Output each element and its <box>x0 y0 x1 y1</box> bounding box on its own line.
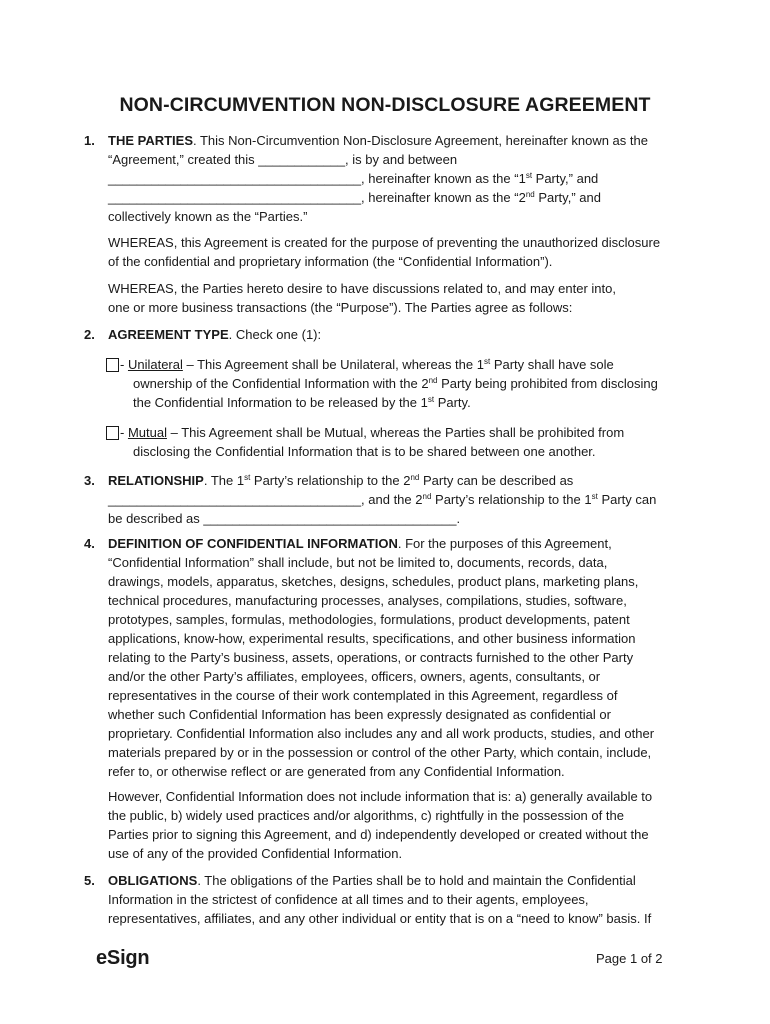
section-heading: THE PARTIES <box>108 133 193 148</box>
section-number: 2. <box>84 327 95 342</box>
section-heading: AGREEMENT TYPE <box>108 327 229 342</box>
section-number: 3. <box>84 473 95 488</box>
section-definition: 4. DEFINITION OF CONFIDENTIAL INFORMATION. For the purposes of this Agreement, “Confidential Information” shall include, but not be limited to, documents, records, data, drawings, models, apparatus, sketches, designs, schedules, product plans, marketing plans, technical procedures, manufacturing processes, analyses, compilations, studies, software, prototypes, samples, formulas, methodologies, formulations, product developments, patent applications, know-how, experimental results, specifications, and other business information relating to the Party’s business, assets, operations, or contracts furnished to the other Party and/or the other Party’s affiliates, employees, officers, owners, agents, consultants, or representatives in the course of their work contemplated in this Agreement, regardless of whether such Confidential Information has been expressly designated as confidential or proprietary. Confidential Information also includes any and all work products, studies, and other materials prepared by or in the possession or control of the other Party, which contain, include, refer to, or otherwise reflect or are generated from any Confidential Information. <box>84 536 655 779</box>
option-unilateral: - Unilateral – This Agreement shall be Unilateral, whereas the 1st Party shall have sole ownership of the Confidential Information with the 2nd Party being prohibited from disclosing the Confidential Information to be released by the 1st Party. <box>84 355 704 412</box>
section-parties: 1. THE PARTIES. This Non-Circumvention Non-Disclosure Agreement, hereinafter known as the “Agreement,” created this ____________, is by and between ___________________________________, hereinafter known as the “1st Party,” and ___________________________________, hereinafter known as the “2nd Party,” and collectively known as the “Parties.” <box>84 133 648 224</box>
unilateral-checkbox[interactable] <box>106 358 119 372</box>
section-heading: DEFINITION OF CONFIDENTIAL INFORMATION <box>108 536 398 551</box>
mutual-label: Mutual <box>127 425 167 440</box>
section-agreement-type: 2. AGREEMENT TYPE. Check one (1): <box>84 327 322 342</box>
whereas-clause-2: WHEREAS, the Parties hereto desire to have discussions related to, and may enter into, one or more business transactions (the “Purpose”). The Parties agree as follows: <box>108 281 616 315</box>
exclusions-paragraph: However, Confidential Information does not include information that is: a) generally available to the public, b) widely used practices and/or algorithms, c) rightfully in the possession of the Parties prior to signing this Agreement, and d) independently developed or created without the use of any of the provided Confidential Information. <box>108 789 653 861</box>
option-mutual: - Mutual – This Agreement shall be Mutual, whereas the Parties shall be prohibited from disclosing the Confidential Information that is to be shared between one another. <box>84 423 704 461</box>
section-number: 1. <box>84 133 95 148</box>
esign-logo: eSign <box>96 947 150 969</box>
section-relationship: 3. RELATIONSHIP. The 1st Party’s relationship to the 2nd Party can be described as ___________________________________, and the 2nd Party’s relationship to the 1st Party can be described as ___________________________________. <box>84 473 657 526</box>
document-title: NON-CIRCUMVENTION NON-DISCLOSURE AGREEMENT <box>119 94 651 116</box>
section-heading: OBLIGATIONS <box>108 873 198 888</box>
mutual-checkbox[interactable] <box>106 426 119 440</box>
whereas-clause-1: WHEREAS, this Agreement is created for the purpose of preventing the unauthorized disclosure of the confidential and proprietary information (the “Confidential Information”). <box>108 235 661 269</box>
page-number: Page 1 of 2 <box>596 951 663 966</box>
unilateral-label: Unilateral <box>127 357 183 372</box>
section-obligations: 5. OBLIGATIONS. The obligations of the Parties shall be to hold and maintain the Confidential Information in the strictest of confidence at all times and to their agents, employees, representatives, affiliates, and any other individual or entity that is on a “need to know” basis. If <box>84 873 652 926</box>
section-number: 5. <box>84 873 95 888</box>
section-number: 4. <box>84 536 95 551</box>
section-heading: RELATIONSHIP <box>108 473 204 488</box>
